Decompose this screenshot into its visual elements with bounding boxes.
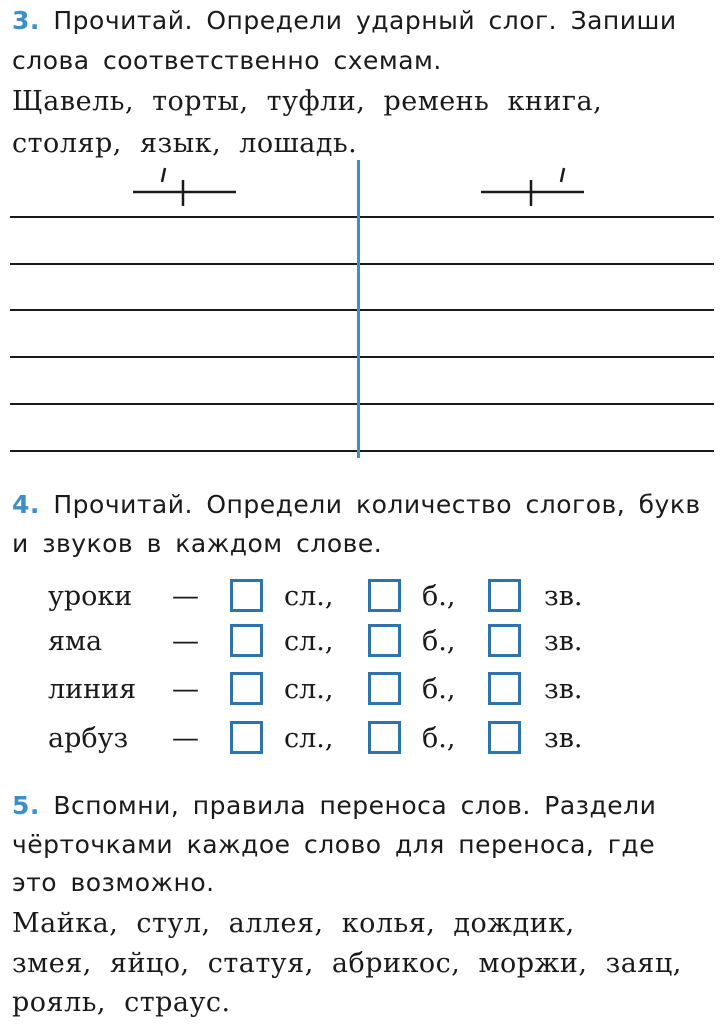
sounds-answer-box[interactable] <box>488 624 521 657</box>
sounds-answer-box[interactable] <box>488 672 521 705</box>
letters-abbr: б., <box>422 581 456 612</box>
writing-line[interactable] <box>10 309 714 311</box>
task5-words-line3: рояль, страус. <box>12 987 231 1018</box>
syllables-abbr: сл., <box>284 723 334 754</box>
row-word: линия <box>48 674 137 705</box>
row-dash: — <box>172 723 199 754</box>
task3-number: 3. <box>12 6 40 35</box>
row-dash: — <box>172 581 199 612</box>
writing-line[interactable] <box>10 216 714 218</box>
sounds-abbr: зв. <box>544 626 583 657</box>
task4-number: 4. <box>12 490 40 519</box>
row-dash: — <box>172 674 199 705</box>
syllables-abbr: сл., <box>284 581 334 612</box>
task4-instruction-line2: и звуков в каждом слове. <box>12 529 383 558</box>
task4-row-yama <box>48 620 628 664</box>
task5-instruction-line3: это возможно. <box>12 868 215 897</box>
sounds-abbr: зв. <box>544 674 583 705</box>
task5-instruction-line2: чёрточками каждое слово для переноса, где <box>12 830 656 859</box>
task5-text-line1: Вспомни, правила переноса слов. Раздели <box>53 791 657 820</box>
column-divider <box>357 160 360 458</box>
row-word: арбуз <box>48 723 129 754</box>
syllables-abbr: сл., <box>284 674 334 705</box>
letters-answer-box[interactable] <box>368 672 401 705</box>
syllables-answer-box[interactable] <box>230 579 263 612</box>
task5-instruction-line1 <box>12 787 656 825</box>
task3-words-line1: Щавель, торты, туфли, ремень книга, <box>12 86 603 117</box>
writing-line[interactable] <box>10 263 714 265</box>
sounds-abbr: зв. <box>544 581 583 612</box>
sounds-answer-box[interactable] <box>488 579 521 612</box>
task5-number: 5. <box>12 791 40 820</box>
task3-text-line1: Прочитай. Определи ударный слог. Запиши <box>53 6 677 35</box>
letters-abbr: б., <box>422 723 456 754</box>
writing-line[interactable] <box>10 356 714 358</box>
letters-abbr: б., <box>422 626 456 657</box>
task4-row-arbuz <box>48 717 628 761</box>
task3-instruction-line2: слова соответственно схемам. <box>12 46 442 75</box>
sounds-answer-box[interactable] <box>488 721 521 754</box>
task4-instruction-line1 <box>12 486 701 524</box>
sounds-abbr: зв. <box>544 723 583 754</box>
letters-abbr: б., <box>422 674 456 705</box>
letters-answer-box[interactable] <box>368 579 401 612</box>
task5-words-line2: змея, яйцо, статуя, абрикос, моржи, заяц, <box>12 948 682 979</box>
row-word: уроки <box>48 581 133 612</box>
writing-line[interactable] <box>10 403 714 405</box>
task4-row-liniya <box>48 668 628 712</box>
task3-instruction-line1 <box>12 2 677 40</box>
writing-line[interactable] <box>10 450 714 452</box>
syllables-answer-box[interactable] <box>230 624 263 657</box>
stress-scheme-first-syllable <box>128 160 243 210</box>
letters-answer-box[interactable] <box>368 624 401 657</box>
task4-text-line1: Прочитай. Определи количество слогов, букв <box>53 490 701 519</box>
syllables-answer-box[interactable] <box>230 672 263 705</box>
syllables-answer-box[interactable] <box>230 721 263 754</box>
stress-scheme-second-syllable <box>476 160 591 210</box>
letters-answer-box[interactable] <box>368 721 401 754</box>
row-word: яма <box>48 626 103 657</box>
task5-words-line1: Майка, стул, аллея, колья, дождик, <box>12 908 575 939</box>
task3-words-line2: столяр, язык, лошадь. <box>12 128 358 159</box>
syllables-abbr: сл., <box>284 626 334 657</box>
row-dash: — <box>172 626 199 657</box>
task4-row-uroki <box>48 575 628 619</box>
